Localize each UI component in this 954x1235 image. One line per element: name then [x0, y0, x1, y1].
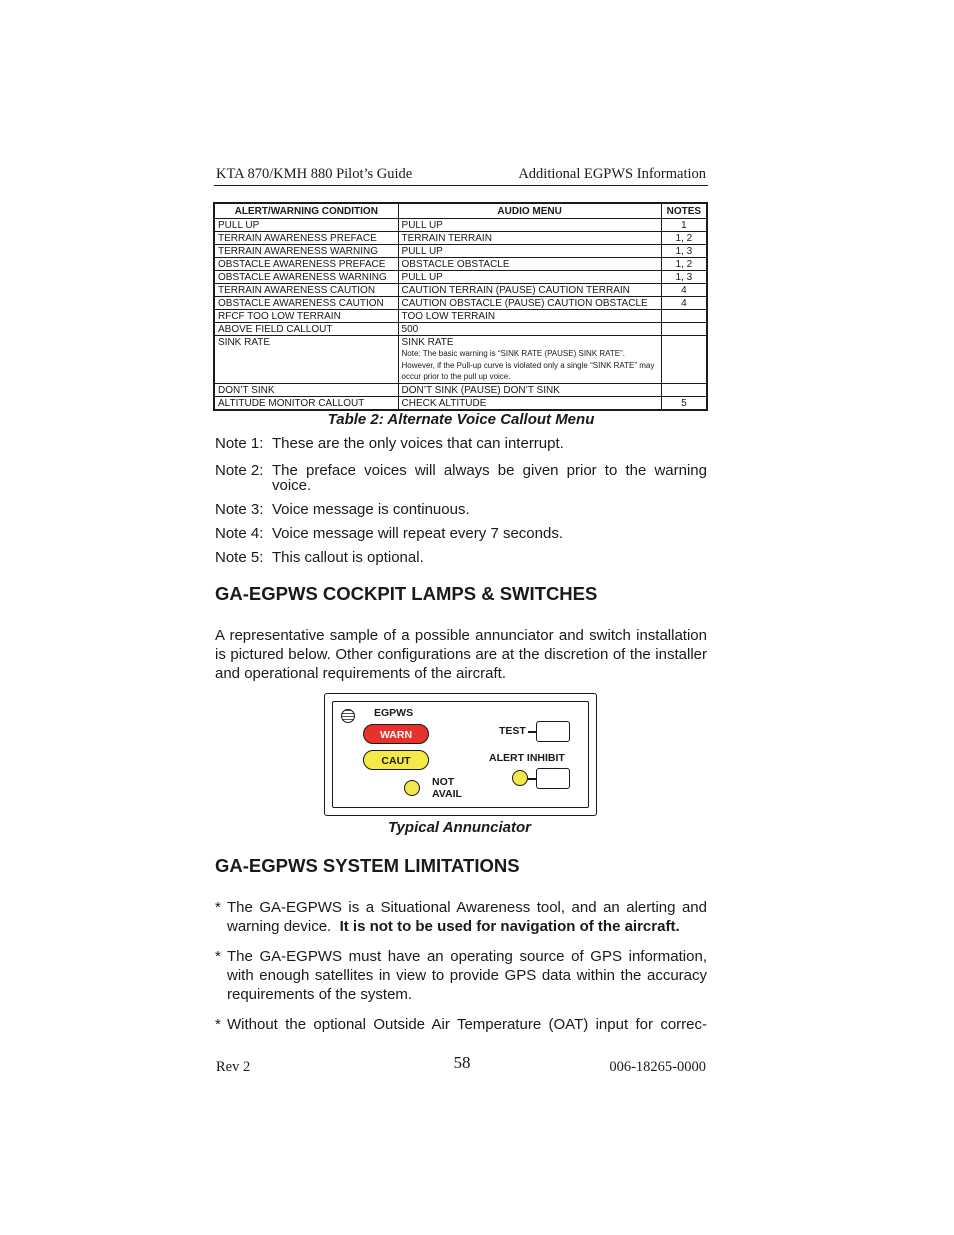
cell-audio: CAUTION OBSTACLE (PAUSE) CAUTION OBSTACLE	[398, 297, 661, 310]
note-label: Note 4:	[215, 525, 264, 542]
alert-inhibit-switch[interactable]	[536, 768, 570, 789]
table-row	[214, 232, 707, 245]
not-avail-label-line2: AVAIL	[432, 788, 462, 800]
column-header-condition: ALERT/WARNING CONDITION	[214, 203, 398, 219]
footer-document-number: 006-18265-0000	[609, 1059, 706, 1075]
limitation-item-1	[215, 898, 707, 936]
cell-condition: ABOVE FIELD CALLOUT	[214, 323, 398, 336]
cell-audio: 500	[398, 323, 661, 336]
cell-condition: TERRAIN AWARENESS CAUTION	[214, 284, 398, 297]
cell-condition: OBSTACLE AWARENESS WARNING	[214, 271, 398, 284]
cell-audio-main: SINK RATE	[401, 337, 454, 348]
table-row	[214, 297, 707, 310]
note-label: Note 2:	[215, 462, 264, 479]
cell-condition: OBSTACLE AWARENESS PREFACE	[214, 258, 398, 271]
bullet-asterisk: *	[215, 948, 221, 965]
cell-condition: TERRAIN AWARENESS WARNING	[214, 245, 398, 258]
cell-audio: PULL UP	[398, 245, 661, 258]
table-row	[214, 219, 707, 232]
table-row	[214, 271, 707, 284]
test-label: TEST	[499, 725, 526, 737]
cell-condition: PULL UP	[214, 219, 398, 232]
annunciator-face	[332, 701, 589, 808]
column-header-audio: AUDIO MENU	[398, 203, 661, 219]
note-text: This callout is optional.	[272, 549, 424, 566]
not-avail-label	[432, 776, 462, 800]
not-avail-lamp	[404, 780, 420, 796]
cell-condition: DON’T SINK	[214, 383, 398, 396]
cell-notes	[661, 336, 707, 384]
note-text: Voice message will repeat every 7 seconds.	[272, 525, 563, 542]
cell-notes: 1	[661, 219, 707, 232]
section-heading-lamps: GA-EGPWS COCKPIT LAMPS & SWITCHES	[215, 583, 598, 604]
cell-audio: DON’T SINK (PAUSE) DON’T SINK	[398, 383, 661, 396]
note-label: Note 3:	[215, 501, 264, 518]
note-text: Voice message is continuous.	[272, 501, 470, 518]
alert-inhibit-lamp	[512, 770, 528, 786]
caut-lamp: CAUT	[363, 750, 429, 770]
table-header-row	[214, 203, 707, 219]
alert-inhibit-label: ALERT INHIBIT	[489, 752, 565, 764]
cell-audio: PULL UP	[398, 219, 661, 232]
cell-notes: 1, 3	[661, 271, 707, 284]
cell-condition: SINK RATE	[214, 336, 398, 384]
cell-condition: RFCF TOO LOW TERRAIN	[214, 310, 398, 323]
note-5	[215, 550, 707, 565]
table-row	[214, 310, 707, 323]
cell-audio: OBSTACLE OBSTACLE	[398, 258, 661, 271]
cell-audio: CAUTION TERRAIN (PAUSE) CAUTION TERRAIN	[398, 284, 661, 297]
limitation-text: The GA-EGPWS must have an operating source of GPS information, with enough satellites in view to provide GPS data within the accuracy requirements of the system.	[227, 948, 707, 1003]
note-3	[215, 502, 707, 517]
note-label: Note 5:	[215, 549, 264, 566]
footer-page-number: 58	[453, 1053, 471, 1072]
warn-lamp: WARN	[363, 724, 429, 744]
table-row	[214, 284, 707, 297]
header-section-title: Additional EGPWS Information	[518, 166, 706, 182]
note-1	[215, 436, 707, 451]
note-label: Note 1:	[215, 435, 264, 452]
screw-icon	[341, 709, 355, 723]
table-row	[214, 245, 707, 258]
table-caption: Table 2: Alternate Voice Callout Menu	[327, 411, 595, 428]
bullet-asterisk: *	[215, 1016, 221, 1033]
limitation-item-3	[215, 1015, 707, 1034]
note-text: The preface voices will always be given prior to the warning voice.	[272, 462, 707, 494]
cell-condition: OBSTACLE AWARENESS CAUTION	[214, 297, 398, 310]
table-row	[214, 396, 707, 410]
egpws-label: EGPWS	[374, 707, 414, 719]
column-header-notes: NOTES	[661, 203, 707, 219]
cell-notes: 1, 2	[661, 232, 707, 245]
limitation-text: Without the optional Outside Air Temperature (OAT) input for correc-	[227, 1016, 707, 1033]
annunciator-panel	[324, 693, 597, 816]
bullet-asterisk: *	[215, 899, 221, 916]
cell-audio: TERRAIN TERRAIN	[398, 232, 661, 245]
table-row	[214, 336, 707, 384]
table-row	[214, 383, 707, 396]
cell-audio: PULL UP	[398, 271, 661, 284]
limitation-text: The GA-EGPWS is a Situational Awareness tool, and an alerting and warning device.	[227, 899, 707, 935]
cell-notes	[661, 310, 707, 323]
cell-audio	[398, 336, 661, 384]
cell-notes: 4	[661, 284, 707, 297]
section-paragraph-lamps: A representative sample of a possible annunciator and switch installation is pictured below. Other configurations are at the discretion of the installer and operational requirements of the aircraft.	[215, 627, 707, 682]
cell-notes	[661, 383, 707, 396]
cell-audio-note: Note: The basic warning is “SINK RATE (PAUSE) SINK RATE”. However, if the Pull-up curve is violated only a single “SINK RATE” may occur prior to the pull up voice.	[401, 349, 655, 381]
cell-audio: CHECK ALTITUDE	[398, 396, 661, 410]
cell-notes: 1, 3	[661, 245, 707, 258]
figure-caption: Typical Annunciator	[387, 819, 532, 836]
voice-callout-table	[213, 202, 708, 411]
table-row	[214, 323, 707, 336]
cell-notes: 4	[661, 297, 707, 310]
cell-notes: 1, 2	[661, 258, 707, 271]
footer-revision: Rev 2	[216, 1059, 251, 1075]
table-row	[214, 258, 707, 271]
test-switch[interactable]	[536, 721, 570, 742]
cell-notes: 5	[661, 396, 707, 410]
section-heading-limitations: GA-EGPWS SYSTEM LIMITATIONS	[215, 855, 520, 876]
cell-condition: ALTITUDE MONITOR CALLOUT	[214, 396, 398, 410]
note-2	[215, 463, 707, 493]
note-4	[215, 526, 707, 541]
limitation-bold-text: It is not to be used for navigation of the aircraft.	[339, 918, 680, 935]
limitation-item-2	[215, 947, 707, 1004]
cell-condition: TERRAIN AWARENESS PREFACE	[214, 232, 398, 245]
header-rule	[214, 185, 708, 186]
cell-notes	[661, 323, 707, 336]
note-text: These are the only voices that can interrupt.	[272, 435, 564, 452]
cell-audio: TOO LOW TERRAIN	[398, 310, 661, 323]
not-avail-label-line1: NOT	[432, 776, 455, 788]
header-guide-title: KTA 870/KMH 880 Pilot’s Guide	[216, 166, 413, 182]
